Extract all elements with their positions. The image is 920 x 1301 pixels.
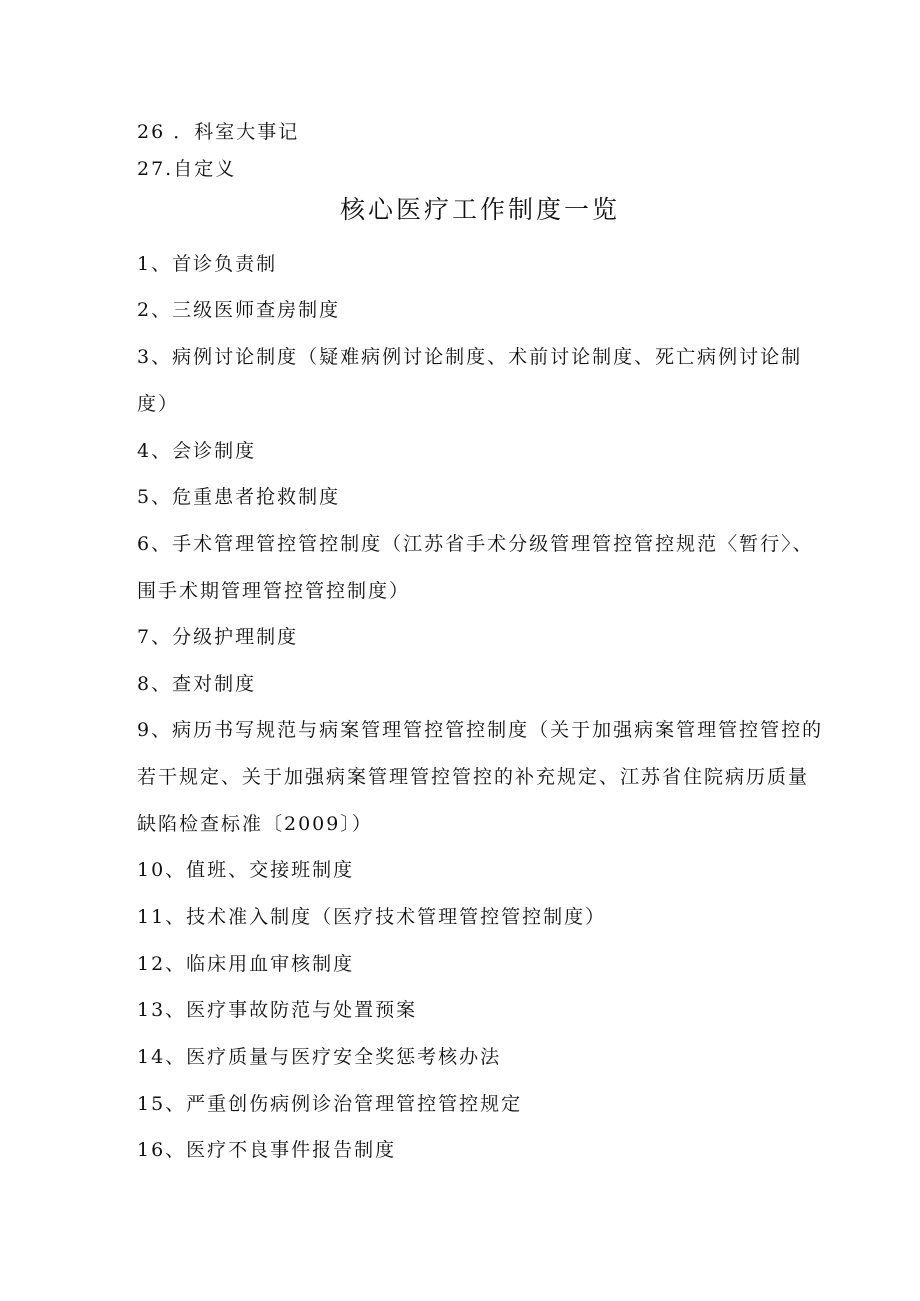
- preface-item-27: 27.自定义: [137, 158, 237, 180]
- list-line: 3、病例讨论制度（疑难病例讨论制度、术前讨论制度、死亡病例讨论制: [137, 346, 803, 368]
- list-line: 6、手术管理管控管控制度（江苏省手术分级管理管控管控规范〈暂行〉、: [137, 533, 814, 555]
- page-title: 核心医疗工作制度一览: [339, 195, 620, 224]
- list-line: 15、严重创伤病例诊治管理管控管控规定: [137, 1093, 523, 1115]
- list-line-continuation: 围手术期管理管控管控制度）: [137, 580, 411, 602]
- list-line: 7、分级护理制度: [137, 626, 299, 648]
- list-line: 4、会诊制度: [137, 440, 257, 462]
- list-line-continuation: 度）: [137, 393, 180, 415]
- list-line: 11、技术准入制度（医疗技术管理管控管控制度）: [137, 906, 607, 928]
- list-line: 5、危重患者抢救制度: [137, 486, 341, 508]
- list-line: 16、医疗不良事件报告制度: [137, 1139, 397, 1161]
- list-line-continuation: 缺陷检查标准〔2009〕）: [137, 813, 373, 835]
- list-line: 2、三级医师查房制度: [137, 299, 341, 321]
- list-line: 14、医疗质量与医疗安全奖惩考核办法: [137, 1046, 502, 1068]
- list-line: 13、医疗事故防范与处置预案: [137, 999, 418, 1021]
- list-line: 8、查对制度: [137, 673, 257, 695]
- list-line: 12、临床用血审核制度: [137, 953, 355, 975]
- list-line: 1、首诊负责制: [137, 253, 278, 275]
- list-line-continuation: 若干规定、关于加强病案管理管控管控的补充规定、江苏省住院病历质量: [137, 766, 810, 788]
- list-line: 9、病历书写规范与病案管理管控管控制度（关于加强病案管理管控管控的: [137, 719, 824, 741]
- preface-item-26: 26 ．科室大事记: [137, 121, 300, 143]
- list-line: 10、值班、交接班制度: [137, 859, 355, 881]
